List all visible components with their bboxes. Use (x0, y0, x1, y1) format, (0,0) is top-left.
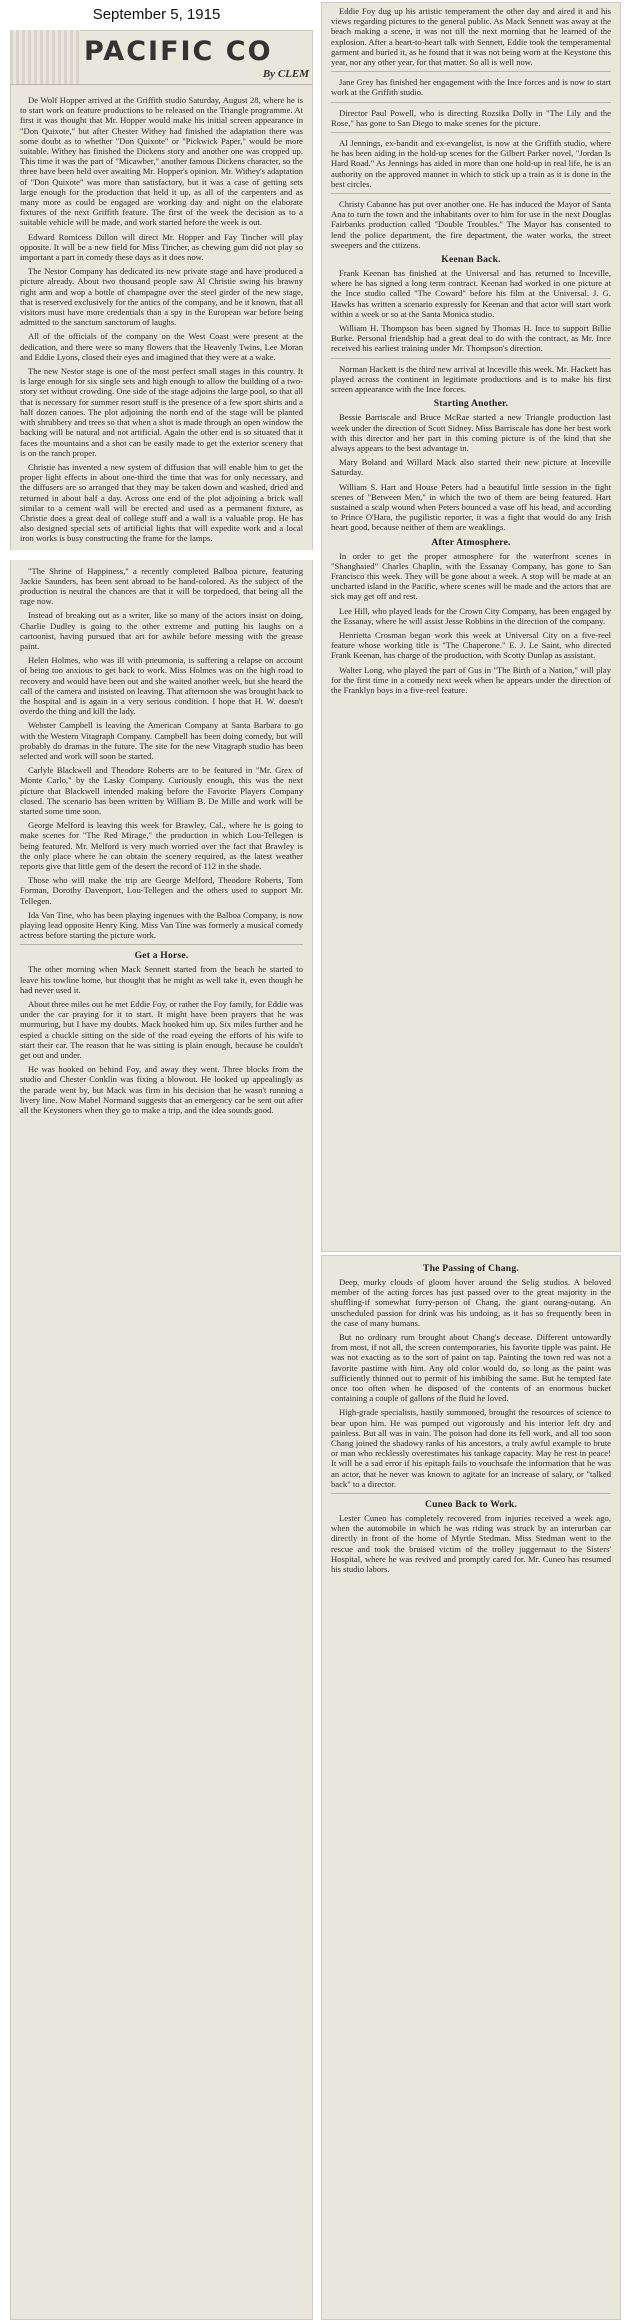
article-paragraph: De Wolf Hopper arrived at the Griffith studio Saturday, August 28, where he is to start work on feature productions to be released on the Triangle programme. At first it was thought that Mr. Hopper would make his initial screen appearance in "Don Quixote," but after Chester Withey had finished the adaptation there was some doubt as to whether "Don Quixote" or "Pickwick Paper," would be more suitable. Withey has finished the Dickens story and another one was cropped up. This time it was the part of "Micawber," another famous Dickens character, so the three have been held over awaiting Mr. Hopper's opinion. Mr. Withey's adaptation of "Don Quixote" was more than satisfactory, but it was a case of getting sets large enough for the production that held it up, as all of the carpenters and as many more as could be engaged are working day and night on the elaborate fixtures of the next Griffith feature. The first of the week the decision as to a suitable vehicle will be made, and work started before the week is out. (20, 95, 303, 228)
divider (331, 1493, 611, 1494)
subhead-get-a-horse: Get a Horse. (134, 950, 189, 962)
article-paragraph: Eddie Foy dug up his artistic temperament the other day and aired it and his views regarding pictures to the general public. As Mack Sennett was away at the beach making a scene, it was not till the next morning that he learned of the explosion. After a heart-to-heart talk with Sennett, Eddie took the temperamental garment and buried it, as he found that it was not being worn at the Keystone this year, nor any other year, for that matter. So all is well now. (331, 6, 611, 68)
article-paragraph: Norman Hackett is the third new arrival at Inceville this week. Mr. Hackett has played across the continent in legitimate productions and is to make his first screen appearance with the Ince forces. (331, 363, 611, 395)
masthead (10, 30, 313, 85)
article-paragraph: Webster Campbell is leaving the American Company at Santa Barbara to go with the Western Vitagraph Company. Campbell has been doing comedy, but will probably do dramas in the future. The site for the new Vitagraph studio has been selected and work will soon be started. (20, 720, 303, 761)
clipping-gap (10, 550, 313, 560)
divider (331, 71, 611, 72)
article-paragraph: Mary Boland and Willard Mack also started their new picture at Inceville Saturday. (331, 457, 611, 478)
article-paragraph: Carlyle Blackwell and Theodore Roberts are to be featured in "Mr. Grex of Monte Carlo," by the Lasky Company. Curiously enough, this was the next picture that Blackwell intended making before the Favorite Players Company closed. The scenario has been written by William B. De Mille and work will be started some time soon. (20, 765, 303, 816)
right-column-lower (321, 1255, 621, 2320)
subhead-keenan-back: Keenan Back. (441, 254, 501, 266)
article-paragraph: Christie has invented a new system of diffusion that will enable him to get the proper light effects in about one-third the time that was for only necessary, and the diffusers are so arranged that they may be taken down and washed, dried and returned in about half a day. Across one end of the plot adjoining a brick wall similar to a cement wall will be erected and used as a permanent fixture, as Christie does a great deal of college stuff and a wall is a valuable prop. He has also designed special sets of artificial lights that will expedite work and a local iron works is busy constructing the frame for the lamps. (20, 461, 303, 544)
article-paragraph: Ida Van Tine, who has been playing ingenues with the Balboa Company, is now playing lead opposite Henry King. Miss Van Tine was formerly a musical comedy actress before starting the picture work. (20, 909, 303, 941)
clipping-date: September 5, 1915 (92, 6, 221, 23)
article-paragraph: Instead of breaking out as a writer, like so many of the actors insist on doing, Charlie Dudley is going to the other extreme and putting his laughs on a cartoonist, having pursued that art for awhile before messing with the grease paint. (20, 610, 303, 651)
article-paragraph: Those who will make the trip are George Melford, Theodore Roberts, Tom Forman, Dorothy Davenport, Lou-Tellegen and the others used to support Mr. Tellegen. (20, 875, 303, 906)
article-paragraph: In order to get the proper atmosphere for the waterfront scenes in "Shanghaied" Charles Chaplin, with the Essanay Company, has gone to San Francisco this week. They will be gone about a week. A stop will be made at an uncharted island in the Pacific, where scenes will be made and the actors that are sick may get off and rest. (331, 550, 611, 602)
subhead-cuneo-back: Cuneo Back to Work. (424, 1499, 518, 1511)
article-paragraph: The new Nestor stage is one of the most perfect small stages in this country. It is large enough for six single sets and high enough to allow the building of a two-story set without crowding. One side of the stage adjoins the large pool, so that all that is necessary for summer resort stuff is the presence of a few sport shirts and a half dozen canoes. The plot adjoining the north end of the stage will be planted with shrubbery and trees so that when a shot is made through an open window the backing will be natural and not artificial. Again the other end is so situated that it faces the mountains and a shot can be easily made to get the exterior scenery that is on the ranch proper. (20, 366, 303, 458)
article-paragraph: But no ordinary rum brought about Chang's decease. Different untowardly from most, if not all, the screen contemporaries, his favorite tipple was paint. He was not exacting as to the sort of paint on tap. Painting the town red was not a favorite pastime with him. Any old color would do, so long as the paint was sufficiently thinned out to permit of his imbibing the same. But he tempted fate once too often when he disposed of the contents of an enormous bucket containing a couple of gallons of the fluid he loved. (331, 1332, 611, 1404)
article-paragraph: Lester Cuneo has completely recovered from injuries received a week ago, when the automobile in which he was riding was struck by an interurban car directly in front of the home of Myrtle Stedman. Miss Stedman went to the rescue and took the bruised victim of the trolley juggernaut to the Sisters' Hospital, where he was revived and promptly cared for. Mr. Cuneo has resumed his studio labors. (331, 1513, 611, 1575)
article-paragraph: High-grade specialists, hastily summoned, brought the resources of science to bear upon him. He was pumped out vigorously and his interior left dry and painless. But all was in vain. The poison had done its fell work, and all too soon Chang joined the shadowy ranks of his ancestors, a truly awful example to brute or man who recklessly overestimates his tankage capacity. May he rest in peace! It will be a sad error if his epitaph fails to vouchsafe the information that he was an actor, that he never was known to agitate for an increase of salary, or "talked back" to a director. (331, 1407, 611, 1489)
article-paragraph: Director Paul Powell, who is directing Rozsika Dolly in "The Lily and the Rose," has gone to San Diego to make scenes for the picture. (331, 107, 611, 128)
divider (20, 944, 303, 945)
article-paragraph: Henrietta Crosman began work this week at Universal City on a five-reel feature whose working title is "The Chaperone." E. J. Le Saint, who directed Frank Keenan, has charge of the production, with Scotty Dunlap as assistant. (331, 629, 611, 661)
divider (331, 102, 611, 103)
right-column-upper (321, 2, 621, 1252)
article-paragraph: The other morning when Mack Sennett started from the beach he started to leave his towline home, but thought that he might as well take it, even though he had never used it. (20, 964, 303, 995)
article-paragraph: Helen Holmes, who was ill with pneumonia, is suffering a relapse on account of being too anxious to get back to work. Miss Holmes was on the high road to recovery and would have been out and she waited another week, but she heard the call of the camera and insisted on leaving. That afternoon she was brought back to the hospital and is again in a very serious condition. I hope that H. W. doesn't overdo the thing and kill the lady. (20, 655, 303, 717)
article-paragraph: Jane Grey has finished her engagement with the Ince forces and is now to start work at the Griffith studio. (331, 77, 611, 98)
article-paragraph: Deep, murky clouds of gloom hover around the Selig studios. A beloved member of the acting forces has just passed over to the great majority in the shuffling-if somewhat furry-person of Chang, the giant ourang-outang. An unscheduled passion for drink was his undoing, as it has so frequently been in the case of many humans. (331, 1277, 611, 1328)
article-paragraph: The Nestor Company has dedicated its new private stage and have produced a picture already. About two thousand people saw Al Christie swing his brawny right arm and wop a bottle of champagne over the steel girder of the new stage, that is reserved exclusively for the antics of the company, and be it known, that all visitors must have more credentials than a spy in the European war before being admitted to the sanctum sanctorum of laughs. (20, 266, 303, 328)
article-paragraph: He was hooked on behind Foy, and away they went. Three blocks from the studio and Chester Conklin was fixing a blowout. He looked up appealingly as the parade went by, but Mack was firm in his decision that he wasn't running a livery line. Now Mabel Normand suggests that an emergency car be sent out after all the Keystoners when they go to make a trip, and the idea sounds good. (20, 1064, 303, 1116)
divider (331, 358, 611, 359)
article-paragraph: Lee Hill, who played leads for the Crown City Company, has been engaged by the Essanay, where he will assist Jesse Robbins in the direction of the company. (331, 605, 611, 626)
torn-edge (10, 30, 80, 84)
article-paragraph: Christy Cabanne has put over another one. He has induced the Mayor of Santa Ana to turn the town and the inhabitants over to him for use in the next Douglas Fairbanks production called "Double Troubles." The Mayor has consented to lend the police department, the fire department, the water works, the street sweepers and the citizens. (331, 199, 611, 250)
subhead-starting-another: Starting Another. (433, 398, 509, 410)
divider (331, 193, 611, 194)
divider (331, 132, 611, 133)
article-paragraph: About three miles out he met Eddie Foy, or rather the Foy family, for Eddie was under the car praying for it to start. It might have been prayers that he was murmuring, but I have my doubts. Mack hooked him up. Six miles further and he espied a chuckle sitting on the side of the road eyeing the efforts of his wife to start their car. The reason that he was sitting is plain enough, because he couldn't get out and under. (20, 999, 304, 1061)
article-paragraph: Bessie Barriscale and Bruce McRae started a new Triangle production last week under the direction of Scott Sidney. Miss Barriscale has done her best work with this director and her part in this coming picture is of the kind that she always appears to the best advantage in. (331, 412, 611, 453)
byline: By CLEM (262, 68, 309, 80)
subhead-after-atmosphere: After Atmosphere. (431, 536, 511, 548)
masthead-title: PACIFIC CO (84, 36, 273, 67)
article-paragraph: Frank Keenan has finished at the Universal and has returned to Inceville, where he has signed a long term contract. Keenan had worked in one picture at the Ince studio called "The Coward" before his film at the Universal. J. G. Hawks has written a scenario expressly for Keenan and that actor will start work within a week or so at the Santa Monica studio. (331, 268, 611, 319)
article-paragraph: Edward Romicess Dillon will direct Mr. Hopper and Fay Tincher will play opposite. It will be a new field for Miss Tincher, as chewing gum did not play so important a part in comedy these days as it does now. (20, 231, 303, 263)
article-paragraph: Walter Long, who played the part of Gus in "The Birth of a Nation," will play for the first time in a comedy next week when he appears under the direction of the Franklyn boys in a five-reel feature. (331, 664, 611, 695)
subhead-passing-of-chang: The Passing of Chang. (423, 1263, 519, 1274)
article-paragraph: William S. Hart and House Peters had a beautiful little session in the fight scenes of "Between Men," in which the two of them are being featured. Hart sustained a scalp wound when Peters bounced a vase off his head, and according to Prince O'Hara, the pugilistic reporter, it was a fight that would do any Irish heart good, because neither of them are weaklings. (331, 481, 611, 533)
article-paragraph: Al Jennings, ex-bandit and ex-evangelist, is now at the Griffith studio, where he has been aiding in the hold-up scenes for the Gilbert Parker novel, "Jordan Is Hard Road." As Jennings has aided in more than one hold-up in real life, he is an authority on the approved manner in which to stick up a train as it is done in the best circles. (331, 138, 611, 189)
article-paragraph: William H. Thompson has been signed by Thomas H. Ince to support Billie Burke. Personal friendship had a great deal to do with the contract, as Mr. Ince received his earliest training under Mr. Thompson's direction. (331, 323, 611, 354)
left-column (10, 30, 313, 2320)
article-paragraph: All of the officials of the company on the West Coast were present at the dedication, and there were so many flowers that the Heavenly Twins, Lee Moran and Eddie Lyons, closed their eyes and imagined that they were at a wake. (20, 331, 303, 362)
article-paragraph: George Melford is leaving this week for Brawley, Cal., where he is going to make scenes for "The Red Mirage," the production in which Lou-Tellegen is being featured. Mr. Melford is very much worried over the fact that Brawley is the only place where he can obtain the scenery required, as the latest weather reports give that little gem of the desert the record of 112 in the shade. (20, 820, 303, 872)
article-paragraph: "The Shrine of Happiness," a recently completed Balboa picture, featuring Jackie Saunders, has been sent abroad to be hand-colored. As the subject of the production is neutral the chances are that it will be torpedoed, that being all the rage now. (20, 565, 303, 607)
